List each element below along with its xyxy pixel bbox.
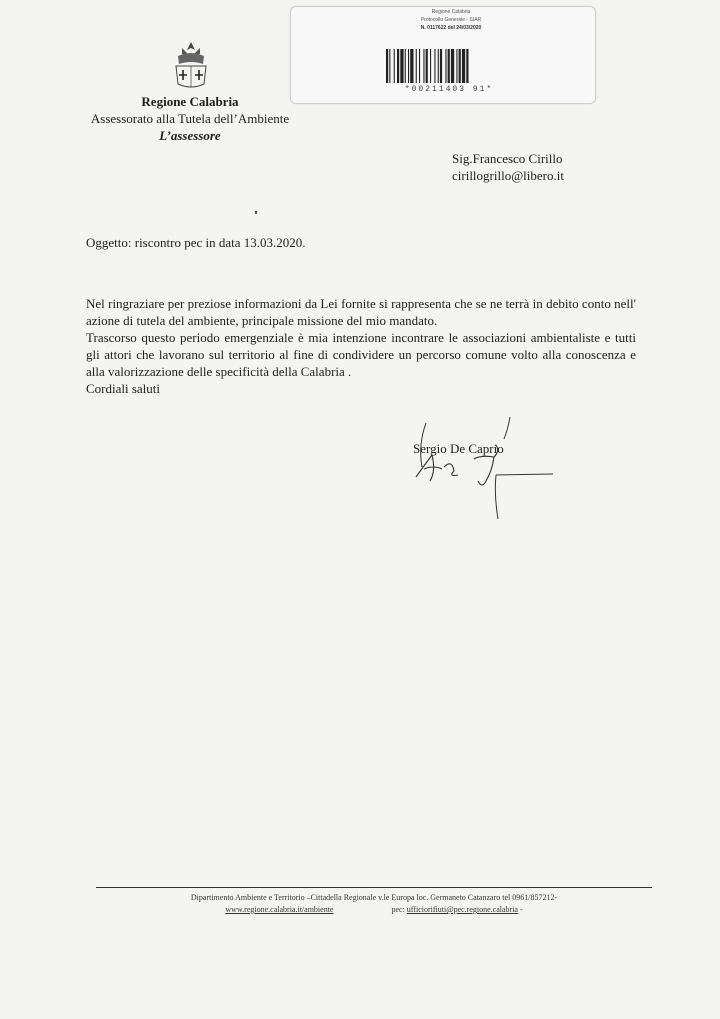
barcode-bar bbox=[400, 49, 403, 83]
barcode-bar bbox=[434, 49, 435, 83]
protocol-stamp bbox=[290, 6, 596, 104]
body-paragraph-1: Nel ringraziare per preziose informazioni da Lei fornite si rappresenta che se ne terrà in debito conto nell' azione di tutela del ambiente, principale missione del mio mandato. bbox=[86, 296, 636, 328]
barcode-bar bbox=[438, 49, 439, 83]
footer-divider bbox=[96, 887, 652, 888]
closing-greeting: Cordiali saluti bbox=[86, 381, 161, 396]
subject-line: Oggetto: riscontro pec in data 13.03.2020. bbox=[86, 235, 306, 250]
stray-mark bbox=[255, 211, 257, 214]
handwritten-signature bbox=[408, 415, 568, 525]
barcode-bar bbox=[426, 49, 428, 83]
footer-contacts bbox=[96, 905, 652, 914]
stamp-line-1: Regione Calabria bbox=[431, 9, 471, 15]
barcode-bar bbox=[386, 49, 388, 83]
body-paragraph-2: Trascorso questo periodo emergenziale è mia intenzione incontrare le associazioni ambientaliste e tutti gli attori che lavorano sul territorio al fine di condividere un percorso comune volto alla conoscenza e alla valorizzazione delle specificità della Calabria . bbox=[86, 330, 636, 379]
barcode-bar bbox=[462, 49, 465, 83]
barcode-bar bbox=[459, 49, 461, 83]
barcode-bar bbox=[448, 49, 450, 83]
regione-calabria-emblem-icon bbox=[168, 40, 214, 90]
barcode-number: *00211403 91* bbox=[404, 85, 494, 94]
barcode-bar bbox=[445, 49, 446, 83]
header-region: Regione Calabria bbox=[141, 94, 239, 109]
barcode-bar bbox=[456, 49, 457, 83]
barcode-bar bbox=[389, 49, 390, 83]
barcode-bar bbox=[408, 49, 409, 83]
barcode-bar bbox=[410, 49, 413, 83]
footer-website-link[interactable]: www.regione.calabria.it/ambiente bbox=[225, 905, 334, 914]
barcode-bar bbox=[430, 49, 431, 83]
header-role: L’assessore bbox=[159, 128, 221, 143]
barcode-bar bbox=[440, 49, 442, 83]
barcode-bar bbox=[451, 49, 454, 83]
barcode-bar bbox=[466, 49, 468, 83]
stamp-line-3: N. 0117622 del 24/03/2020 bbox=[420, 25, 482, 31]
barcode-bar bbox=[419, 49, 420, 83]
barcode-bar bbox=[405, 49, 406, 83]
stamp-line-2: Protocollo Generale - SIAR bbox=[420, 17, 482, 23]
barcode-bar bbox=[416, 49, 417, 83]
barcode-bar bbox=[397, 49, 399, 83]
letter-body bbox=[86, 295, 636, 397]
footer-address: Dipartimento Ambiente e Territorio –Cittadella Regionale v.le Europa loc. Germaneto Catanzaro tel 0961/857212- bbox=[190, 893, 558, 902]
header-department: Assessorato alla Tutela dell’Ambiente bbox=[90, 111, 290, 126]
signer-name: Sergio De Caprio bbox=[413, 441, 504, 456]
recipient-email: cirillogrillo@libero.it bbox=[452, 168, 564, 183]
barcode-graphic bbox=[384, 49, 514, 83]
barcode-bar bbox=[394, 49, 395, 83]
footer-pec-label: pec: bbox=[391, 905, 405, 914]
recipient-name: Sig.Francesco Cirillo bbox=[452, 151, 563, 166]
barcode-bar bbox=[423, 49, 424, 83]
footer-pec-suffix: - bbox=[519, 905, 523, 914]
footer-pec-email-link[interactable]: ufficiorifiuti@pec.regione.calabria bbox=[406, 905, 518, 914]
